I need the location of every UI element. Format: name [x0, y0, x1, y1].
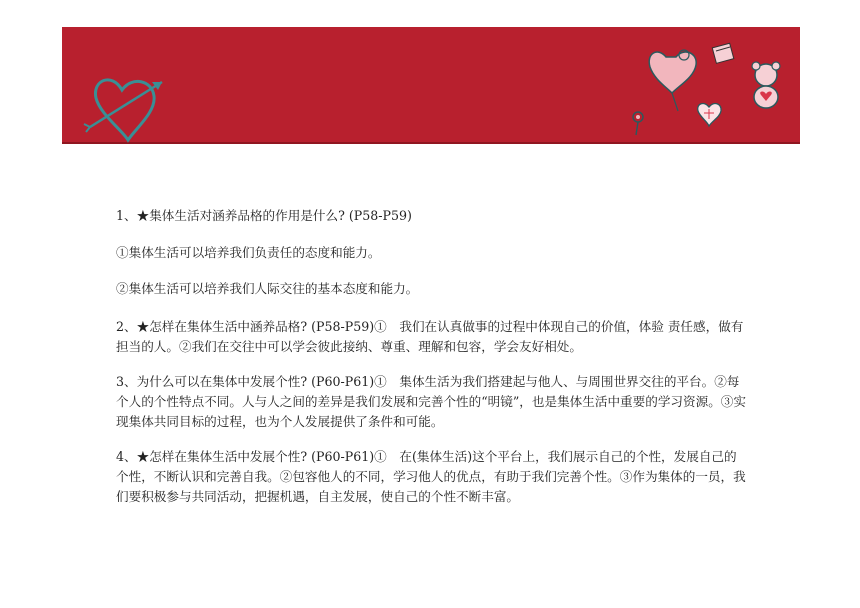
gift-icon [710, 39, 738, 65]
charm-icon [628, 105, 648, 139]
question-2-block: 2、★怎样在集体生活中涵养品格? (P58-P59)① 我们在认真做事的过程中体现自己的价值，体验 责任感，做有担当的人。②我们在交往中可以学会彼此接纳、尊重、理解和包容，学会友好相处。 [116, 319, 744, 354]
teddy-bear-icon [742, 59, 790, 111]
answer-1-2: ②集体生活可以培养我们人际交往的基本态度和能力。 [116, 281, 419, 296]
answer-1-1: ①集体生活可以培养我们负责任的态度和能力。 [116, 245, 381, 260]
question-1: 1、★集体生活对涵养品格的作用是什么? (P58-P59) [116, 208, 412, 223]
question-3-block: 3、为什么可以在集体中发展个性? (P60-P61)① 集体生活为我们搭建起与他人、与周围世界交往的平台。②每个人的个性特点不同。人与人之间的差异是我们发展和完善个性的“明镜”，也是集体生活中重要的学习资源。③实现集体共同目标的过程，也为个人发展提供了条件和可能。 [116, 374, 746, 429]
small-heart-icon [694, 99, 724, 129]
heart-arrow-icon [82, 72, 182, 147]
question-4-block: 4、★怎样在集体生活中发展个性? (P60-P61)① 在(集体生活)这个平台上，我们展示自己的个性，发展自己的个性，不断认识和完善自我。②包容他人的不同，学习他人的优点，有助于我们完善个性。③作为集体的一员，我们要积极参与共同活动，把握机遇，自主发展，使自己的个性不断丰富。 [116, 449, 746, 504]
header-banner [62, 27, 800, 144]
